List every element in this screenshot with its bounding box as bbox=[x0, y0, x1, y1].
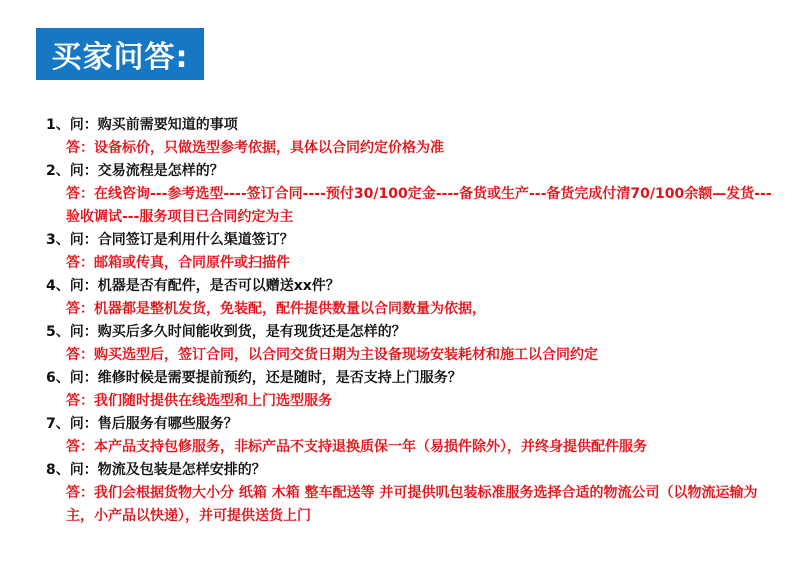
faq-answer: 答：购买选型后，签订合同，以合同交货日期为主设备现场安装耗材和施工以合同约定 bbox=[66, 347, 598, 363]
faq-item bbox=[46, 114, 776, 160]
faq-item bbox=[46, 459, 776, 528]
faq-question: 4、问：机器是否有配件，是否可以赠送xx件？ bbox=[46, 278, 340, 294]
faq-question: 5、问：购买后多久时间能收到货，是有现货还是怎样的？ bbox=[46, 324, 406, 340]
faq-answer: 答：在线咨询---参考选型----签订合同----预付30/100定金----备货或生产---备货完成付清70/100余额—发货---验收调试---服务项目已合同约定为主 bbox=[66, 186, 772, 225]
faq-answer: 答：设备标价，只做选型参考依据，具体以合同约定价格为准 bbox=[66, 140, 444, 156]
faq-question: 2、问：交易流程是怎样的？ bbox=[46, 163, 224, 179]
faq-item bbox=[46, 160, 776, 229]
faq-list bbox=[46, 114, 776, 528]
faq-item bbox=[46, 229, 776, 275]
faq-item bbox=[46, 367, 776, 413]
faq-answer: 答：邮箱或传真，合同原件或扫描件 bbox=[66, 255, 290, 271]
faq-answer: 答：我们会根据货物大小分 纸箱 木箱 整车配送等 并可提供叽包装标准服务选择合适的物流公司（以物流运输为主，小产品以快递），并可提供送货上门 bbox=[66, 485, 758, 524]
faq-item bbox=[46, 413, 776, 459]
faq-item bbox=[46, 275, 776, 321]
page-title: 买家问答: bbox=[36, 28, 204, 80]
faq-question: 3、问：合同签订是利用什么渠道签订？ bbox=[46, 232, 294, 248]
faq-item bbox=[46, 321, 776, 367]
faq-question: 8、问：物流及包装是怎样安排的？ bbox=[46, 462, 266, 478]
faq-answer: 答：本产品支持包修服务，非标产品不支持退换质保一年（易损件除外），并终身提供配件服务 bbox=[66, 439, 647, 455]
faq-question: 7、问：售后服务有哪些服务？ bbox=[46, 416, 238, 432]
faq-answer: 答：机器都是整机发货，免装配，配件提供数量以合同数量为依据， bbox=[66, 301, 486, 317]
faq-question: 6、问：维修时候是需要提前预约，还是随时，是否支持上门服务？ bbox=[46, 370, 462, 386]
faq-answer: 答：我们随时提供在线选型和上门选型服务 bbox=[66, 393, 332, 409]
faq-question: 1、问：购买前需要知道的事项 bbox=[46, 117, 238, 133]
